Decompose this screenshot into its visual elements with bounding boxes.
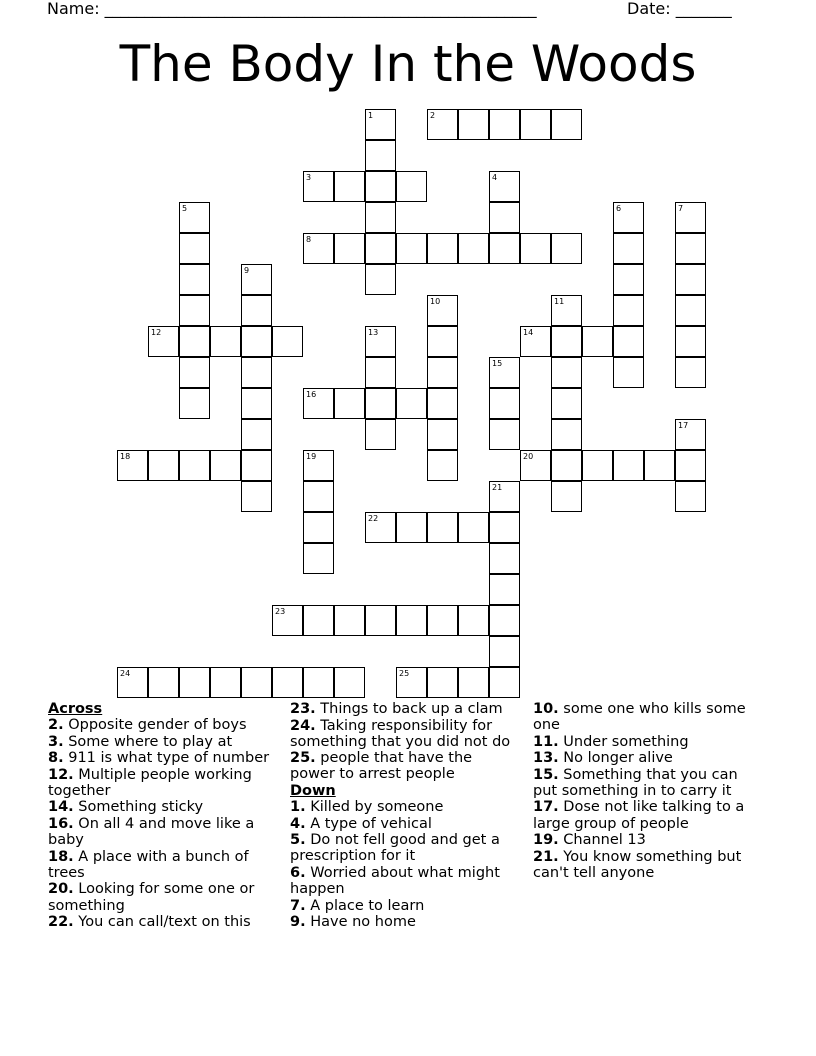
clue-number: 12 — [151, 328, 162, 337]
crossword-cell[interactable] — [179, 295, 210, 326]
crossword-cell[interactable] — [489, 605, 520, 636]
crossword-cell[interactable] — [613, 264, 644, 295]
crossword-cell[interactable] — [675, 295, 706, 326]
crossword-cell[interactable] — [520, 450, 551, 481]
clue-number: 21 — [492, 483, 503, 492]
clue-text: Have no home — [310, 914, 416, 931]
crossword-cell[interactable] — [179, 357, 210, 388]
crossword-cell[interactable] — [489, 171, 520, 202]
crossword-cell[interactable] — [365, 326, 396, 357]
crossword-cell[interactable] — [241, 419, 272, 450]
crossword-cell[interactable] — [489, 667, 520, 698]
crossword-cell[interactable] — [489, 419, 520, 450]
clue-num: 15. — [533, 766, 559, 783]
crossword-cell[interactable] — [427, 419, 458, 450]
crossword-cell[interactable] — [520, 233, 551, 264]
crossword-cell[interactable] — [396, 667, 427, 698]
crossword-cell[interactable] — [179, 667, 210, 698]
crossword-cell[interactable] — [365, 512, 396, 543]
clue-item — [48, 881, 270, 913]
crossword-cell[interactable] — [396, 171, 427, 202]
clue-num: 13. — [533, 750, 559, 767]
clue-text: Worried about what might happen — [290, 864, 500, 898]
clue-number: 13 — [368, 328, 379, 337]
clue-text: Some where to play at — [68, 733, 233, 750]
crossword-cell[interactable] — [396, 512, 427, 543]
crossword-cell[interactable] — [365, 419, 396, 450]
crossword-cell[interactable] — [489, 233, 520, 264]
clue-text: No longer alive — [563, 750, 673, 767]
crossword-cell[interactable] — [117, 667, 148, 698]
clue-text: Taking responsibility for something that you did not do — [290, 717, 511, 750]
clue-text: Under something — [563, 733, 689, 750]
crossword-cell[interactable] — [489, 636, 520, 667]
crossword-cell[interactable] — [272, 326, 303, 357]
clue-item — [290, 701, 518, 717]
crossword-cell[interactable] — [210, 450, 241, 481]
crossword-cell[interactable] — [334, 388, 365, 419]
crossword-cell[interactable] — [458, 233, 489, 264]
clue-num: 8. — [48, 750, 64, 767]
crossword-cell[interactable] — [427, 326, 458, 357]
crossword-cell[interactable] — [427, 388, 458, 419]
clue-num: 24. — [290, 717, 316, 734]
across-heading: Across — [48, 701, 103, 717]
crossword-cell[interactable] — [458, 667, 489, 698]
crossword-cell[interactable] — [396, 388, 427, 419]
crossword-cell[interactable] — [675, 419, 706, 450]
crossword-cell[interactable] — [365, 171, 396, 202]
clue-text: Do not fell good and get a prescription for it — [290, 832, 500, 865]
clue-num: 9. — [290, 914, 306, 931]
crossword-cell[interactable] — [489, 202, 520, 233]
clue-num: 5. — [290, 832, 306, 849]
clue-item — [533, 832, 755, 848]
clue-text: people that have the power to arrest people — [290, 750, 473, 783]
crossword-cell[interactable] — [427, 450, 458, 481]
clue-column-3 — [533, 701, 755, 881]
crossword-cell[interactable] — [520, 109, 551, 140]
crossword-cell[interactable] — [241, 450, 272, 481]
crossword-cell[interactable] — [179, 450, 210, 481]
clue-num: 6. — [290, 864, 306, 881]
clue-num: 2. — [48, 717, 64, 734]
clue-item — [533, 767, 755, 799]
clue-item — [533, 799, 755, 831]
clue-item — [290, 898, 518, 914]
crossword-cell[interactable] — [303, 512, 334, 543]
clue-item — [533, 750, 755, 766]
crossword-cell[interactable] — [458, 109, 489, 140]
clue-number: 25 — [399, 669, 410, 678]
clue-item — [48, 750, 270, 766]
clue-text: Multiple people working together — [48, 766, 252, 799]
crossword-cell[interactable] — [489, 481, 520, 512]
crossword-cell[interactable] — [675, 202, 706, 233]
clue-text: Something that you can put something in to carry it — [533, 766, 738, 799]
clue-num: 16. — [48, 815, 74, 832]
crossword-cell[interactable] — [303, 605, 334, 636]
crossword-cell[interactable] — [427, 605, 458, 636]
crossword-cell[interactable] — [396, 233, 427, 264]
crossword-cell[interactable] — [179, 264, 210, 295]
clue-text: You can call/text on this — [78, 914, 251, 931]
crossword-cell[interactable] — [241, 264, 272, 295]
clue-num: 3. — [48, 733, 64, 750]
clue-text: Looking for some one or something — [48, 881, 255, 914]
clue-item — [290, 832, 518, 864]
crossword-cell[interactable] — [148, 667, 179, 698]
clue-text: Things to back up a clam — [320, 701, 503, 717]
crossword-cell[interactable] — [675, 357, 706, 388]
puzzle-title: The Body In the Woods — [119, 35, 697, 93]
clue-item — [48, 767, 270, 799]
clue-text: On all 4 and move like a baby — [48, 815, 255, 849]
crossword-cell[interactable] — [613, 357, 644, 388]
crossword-cell[interactable] — [427, 512, 458, 543]
crossword-cell[interactable] — [241, 326, 272, 357]
crossword-cell[interactable] — [582, 450, 613, 481]
crossword-cell[interactable] — [303, 543, 334, 574]
clue-item — [48, 914, 270, 930]
crossword-cell[interactable] — [675, 326, 706, 357]
clue-number: 3 — [306, 173, 312, 182]
crossword-cell[interactable] — [241, 357, 272, 388]
crossword-cell[interactable] — [241, 481, 272, 512]
clue-num: 21. — [533, 848, 559, 865]
crossword-cell[interactable] — [272, 667, 303, 698]
crossword-cell[interactable] — [675, 264, 706, 295]
clue-number: 19 — [306, 452, 317, 461]
crossword-cell[interactable] — [241, 667, 272, 698]
crossword-cell[interactable] — [551, 450, 582, 481]
clue-number: 16 — [306, 390, 317, 399]
clue-text: Something sticky — [78, 799, 204, 816]
clue-number: 7 — [678, 204, 684, 213]
crossword-cell[interactable] — [117, 450, 148, 481]
crossword-cell[interactable] — [303, 667, 334, 698]
clue-text: Channel 13 — [563, 832, 646, 849]
crossword-cell[interactable] — [179, 326, 210, 357]
clue-number: 14 — [523, 328, 534, 337]
clue-text: some one who kills some one — [533, 701, 746, 734]
crossword-cell[interactable] — [489, 388, 520, 419]
clue-num: 4. — [290, 815, 306, 832]
clue-text: A type of vehical — [310, 815, 432, 832]
clue-number: 24 — [120, 669, 131, 678]
crossword-cell[interactable] — [334, 667, 365, 698]
crossword-cell[interactable] — [613, 295, 644, 326]
clue-num: 25. — [290, 750, 316, 767]
crossword-cell[interactable] — [551, 481, 582, 512]
clue-num: 7. — [290, 897, 306, 914]
clue-text: 911 is what type of number — [68, 750, 270, 767]
clue-item — [290, 750, 518, 782]
down-heading: Down — [290, 782, 336, 799]
crossword-cell[interactable] — [613, 202, 644, 233]
crossword-cell[interactable] — [365, 264, 396, 295]
clue-num: 22. — [48, 914, 74, 931]
crossword-cell[interactable] — [458, 605, 489, 636]
crossword-cell[interactable] — [179, 233, 210, 264]
crossword-cell[interactable] — [489, 512, 520, 543]
clue-item — [48, 717, 270, 733]
clue-num: 12. — [48, 766, 74, 783]
clue-item — [533, 701, 755, 733]
crossword-cell[interactable] — [427, 295, 458, 326]
clue-text: A place to learn — [310, 897, 425, 914]
crossword-cell[interactable] — [210, 326, 241, 357]
clue-number: 5 — [182, 204, 188, 213]
crossword-cell[interactable] — [551, 388, 582, 419]
clue-number: 8 — [306, 235, 312, 244]
clue-num: 17. — [533, 799, 559, 816]
clue-text: You know something but can't tell anyone — [533, 848, 742, 881]
crossword-cell[interactable] — [675, 450, 706, 481]
name-field-label[interactable]: Name: ______________________________________________________ — [47, 0, 537, 18]
clue-item — [290, 816, 518, 832]
crossword-cell[interactable] — [551, 233, 582, 264]
crossword-cell[interactable] — [365, 233, 396, 264]
crossword-cell[interactable] — [427, 667, 458, 698]
clue-number: 15 — [492, 359, 503, 368]
crossword-cell[interactable] — [427, 109, 458, 140]
crossword-cell[interactable] — [613, 450, 644, 481]
crossword-cell[interactable] — [644, 450, 675, 481]
crossword-cell[interactable] — [675, 481, 706, 512]
clue-item — [290, 799, 518, 815]
crossword-cell[interactable] — [210, 667, 241, 698]
clue-item — [48, 816, 270, 848]
crossword-cell[interactable] — [458, 512, 489, 543]
clue-item — [290, 718, 518, 750]
clue-number: 9 — [244, 266, 250, 275]
clue-text: Opposite gender of boys — [68, 717, 247, 734]
clue-column-2 — [290, 701, 518, 931]
crossword-cell[interactable] — [148, 450, 179, 481]
crossword-cell[interactable] — [489, 357, 520, 388]
clue-num: 1. — [290, 799, 306, 816]
crossword-cell[interactable] — [675, 233, 706, 264]
crossword-cell[interactable] — [365, 388, 396, 419]
crossword-cell[interactable] — [365, 357, 396, 388]
clue-num: 19. — [533, 832, 559, 849]
crossword-cell[interactable] — [582, 326, 613, 357]
clue-item — [533, 849, 755, 881]
clue-number: 2 — [430, 111, 436, 120]
crossword-cell[interactable] — [365, 140, 396, 171]
crossword-cell[interactable] — [334, 233, 365, 264]
crossword-cell[interactable] — [241, 388, 272, 419]
crossword-cell[interactable] — [613, 233, 644, 264]
crossword-cell[interactable] — [334, 605, 365, 636]
crossword-cell[interactable] — [148, 326, 179, 357]
clue-item — [290, 914, 518, 930]
crossword-cell[interactable] — [334, 171, 365, 202]
clue-number: 10 — [430, 297, 441, 306]
clue-num: 14. — [48, 799, 74, 816]
clue-item — [290, 865, 518, 897]
crossword-cell[interactable] — [179, 202, 210, 233]
clue-number: 22 — [368, 514, 379, 523]
clue-item — [48, 849, 270, 881]
date-field-label[interactable]: Date: _______ — [627, 0, 732, 18]
clue-number: 11 — [554, 297, 565, 306]
crossword-cell[interactable] — [303, 481, 334, 512]
crossword-cell[interactable] — [551, 295, 582, 326]
crossword-cell[interactable] — [272, 605, 303, 636]
clue-number: 18 — [120, 452, 131, 461]
clue-number: 1 — [368, 111, 374, 120]
crossword-cell[interactable] — [241, 295, 272, 326]
crossword-cell[interactable] — [303, 450, 334, 481]
crossword-cell[interactable] — [551, 357, 582, 388]
clue-num: 11. — [533, 733, 559, 750]
crossword-cell[interactable] — [365, 605, 396, 636]
crossword-cell[interactable] — [365, 202, 396, 233]
clue-column-1 — [48, 701, 270, 931]
clue-item — [48, 799, 270, 815]
crossword-cell[interactable] — [303, 388, 334, 419]
crossword-cell[interactable] — [551, 326, 582, 357]
clue-text: Killed by someone — [310, 799, 444, 816]
crossword-cell[interactable] — [427, 233, 458, 264]
clue-num: 18. — [48, 848, 74, 865]
crossword-cell[interactable] — [520, 326, 551, 357]
crossword-cell[interactable] — [179, 388, 210, 419]
crossword-cell[interactable] — [489, 574, 520, 605]
clue-number: 20 — [523, 452, 534, 461]
crossword-cell[interactable] — [303, 171, 334, 202]
crossword-cell[interactable] — [365, 109, 396, 140]
clue-item — [48, 734, 270, 750]
clue-num: 10. — [533, 701, 559, 717]
crossword-cell[interactable] — [303, 233, 334, 264]
clue-item — [533, 734, 755, 750]
clue-number: 4 — [492, 173, 498, 182]
clue-number: 23 — [275, 607, 286, 616]
clue-num: 20. — [48, 881, 74, 898]
clue-num: 23. — [290, 701, 316, 717]
crossword-cell[interactable] — [489, 543, 520, 574]
clue-text: A place with a bunch of trees — [48, 848, 249, 881]
crossword-cell[interactable] — [427, 357, 458, 388]
crossword-cell[interactable] — [489, 109, 520, 140]
clue-number: 17 — [678, 421, 689, 430]
crossword-cell[interactable] — [551, 109, 582, 140]
crossword-cell[interactable] — [396, 605, 427, 636]
crossword-cell[interactable] — [613, 326, 644, 357]
clue-number: 6 — [616, 204, 622, 213]
clue-text: Dose not like talking to a large group of people — [533, 799, 745, 832]
crossword-cell[interactable] — [551, 419, 582, 450]
